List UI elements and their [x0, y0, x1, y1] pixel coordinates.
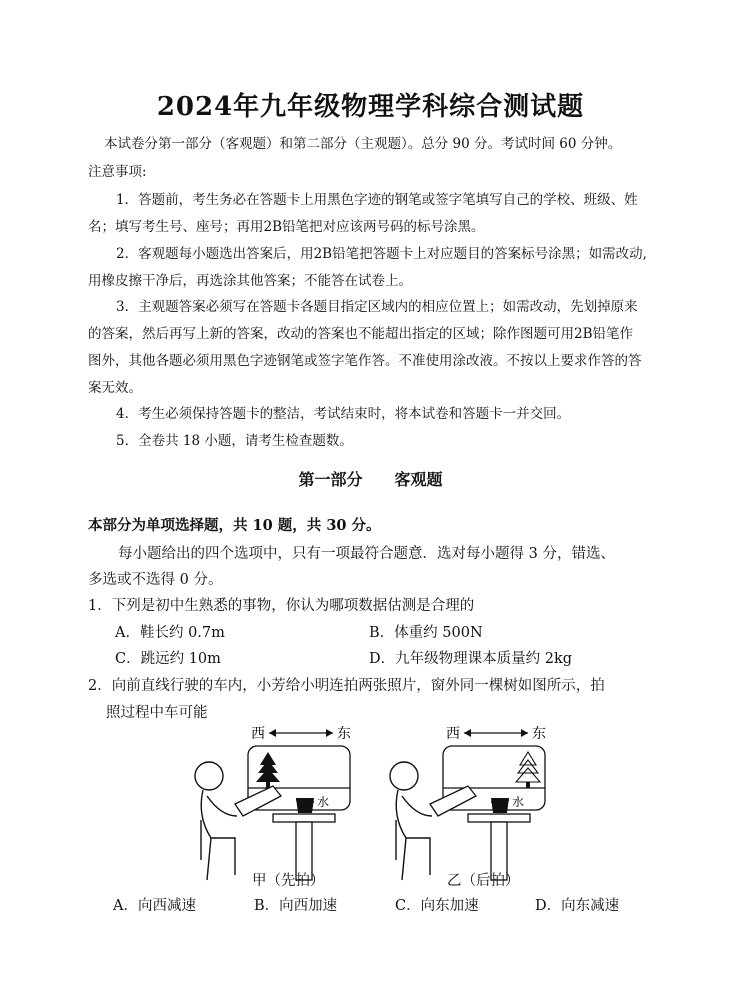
- exam-title: 2024年九年级物理学科综合测试题: [156, 92, 585, 122]
- arrow-head-left-icon: [269, 729, 276, 737]
- arrow-head-left-icon: [464, 729, 471, 737]
- water-label: 水: [512, 795, 525, 809]
- q1-option-c: C．跳远约 10m: [115, 651, 221, 667]
- q2-stem-line-1: 2．向前直线行驶的车内，小芳给小明连拍两张照片，窗外同一棵树如图所示，拍: [88, 678, 605, 694]
- east-label: 东: [337, 726, 351, 742]
- q2-stem-line-2: 照过程中车可能: [106, 705, 208, 721]
- water-label: 水: [317, 795, 330, 809]
- q1-stem: 1．下列是初中生熟悉的事物，你认为哪项数据估测是合理的: [88, 598, 475, 614]
- part1-heading: 第一部分 客观题: [298, 470, 443, 489]
- notice-5: 5．全卷共 18 小题，请考生检查题数。: [116, 433, 353, 449]
- east-label: 东: [532, 726, 546, 742]
- notice-3-line-3: 图外，其他各题必须用黑色字迹钢笔或签字笔作答。不准使用涂改液。不按以上要求作答的答: [88, 353, 642, 369]
- notice-3-line-4: 案无效。: [88, 380, 142, 396]
- notice-1-line-2: 名；填写考生号、座号；再用2B铅笔把对应该两号码的标号涂黑。: [88, 219, 485, 235]
- notice-3-line-2: 的答案，然后再写上新的答案，改动的答案也不能超出指定的区域；除作图题可用2B铅笔作: [88, 326, 634, 342]
- person-figure-icon: [195, 762, 237, 880]
- arrow-head-right-icon: [521, 729, 528, 737]
- table-top: [273, 814, 335, 822]
- notice-2-line-2: 用橡皮擦干净后，再选涂其他答案；不能答在试卷上。: [88, 273, 412, 289]
- intro-text: 本试卷分第一部分（客观题）和第二部分（主观题）。总分 90 分。考试时间 60 分钟。: [104, 136, 622, 152]
- arrow-head-right-icon: [326, 729, 333, 737]
- notice-1-line-1: 1．答题前，考生务必在答题卡上用黑色字迹的钢笔或签字笔填写自己的学校、班级、姓: [116, 192, 638, 208]
- notice-3-line-1: 3．主观题答案必须写在答题卡各题目指定区域内的相应位置上；如需改动，先划掉原来: [116, 299, 638, 315]
- tree-icon: [256, 752, 280, 788]
- q2-option-c: C．向东加速: [395, 898, 479, 914]
- q2-option-a: A．向西减速: [113, 898, 196, 914]
- part1-instruction-bold: 本部分为单项选择题，共 10 题，共 30 分。: [88, 517, 381, 534]
- part1-instruction-line-2: 多选或不选得 0 分。: [88, 572, 223, 588]
- q1-option-b: B．体重约 500N: [369, 625, 483, 641]
- notice-4: 4．考生必须保持答题卡的整洁，考试结束时，将本试卷和答题卡一并交回。: [116, 406, 571, 422]
- figure-yi-caption: 乙（后拍）: [447, 873, 520, 889]
- q1-option-a: A．鞋长约 0.7m: [115, 625, 225, 641]
- notice-heading: 注意事项:: [88, 164, 147, 180]
- notice-2-line-1: 2．客观题每小题选出答案后，用2B铅笔把答题卡上对应题目的答案标号涂黑；如需改动,: [116, 246, 647, 262]
- table-top: [468, 814, 530, 822]
- phone-icon: [235, 786, 281, 816]
- west-label: 西: [446, 726, 460, 742]
- person-figure-icon: [390, 762, 432, 880]
- west-label: 西: [251, 726, 265, 742]
- q1-option-d: D．九年级物理课本质量约 2kg: [369, 651, 573, 667]
- tree-icon: [516, 752, 540, 788]
- figure-jia-caption: 甲（先拍）: [252, 873, 325, 889]
- q2-option-d: D．向东减速: [535, 898, 620, 914]
- q2-option-b: B．向西加速: [254, 898, 338, 914]
- phone-icon: [430, 786, 476, 816]
- part1-instruction-line-1: 每小题给出的四个选项中，只有一项最符合题意．选对每小题得 3 分，错选、: [118, 546, 615, 562]
